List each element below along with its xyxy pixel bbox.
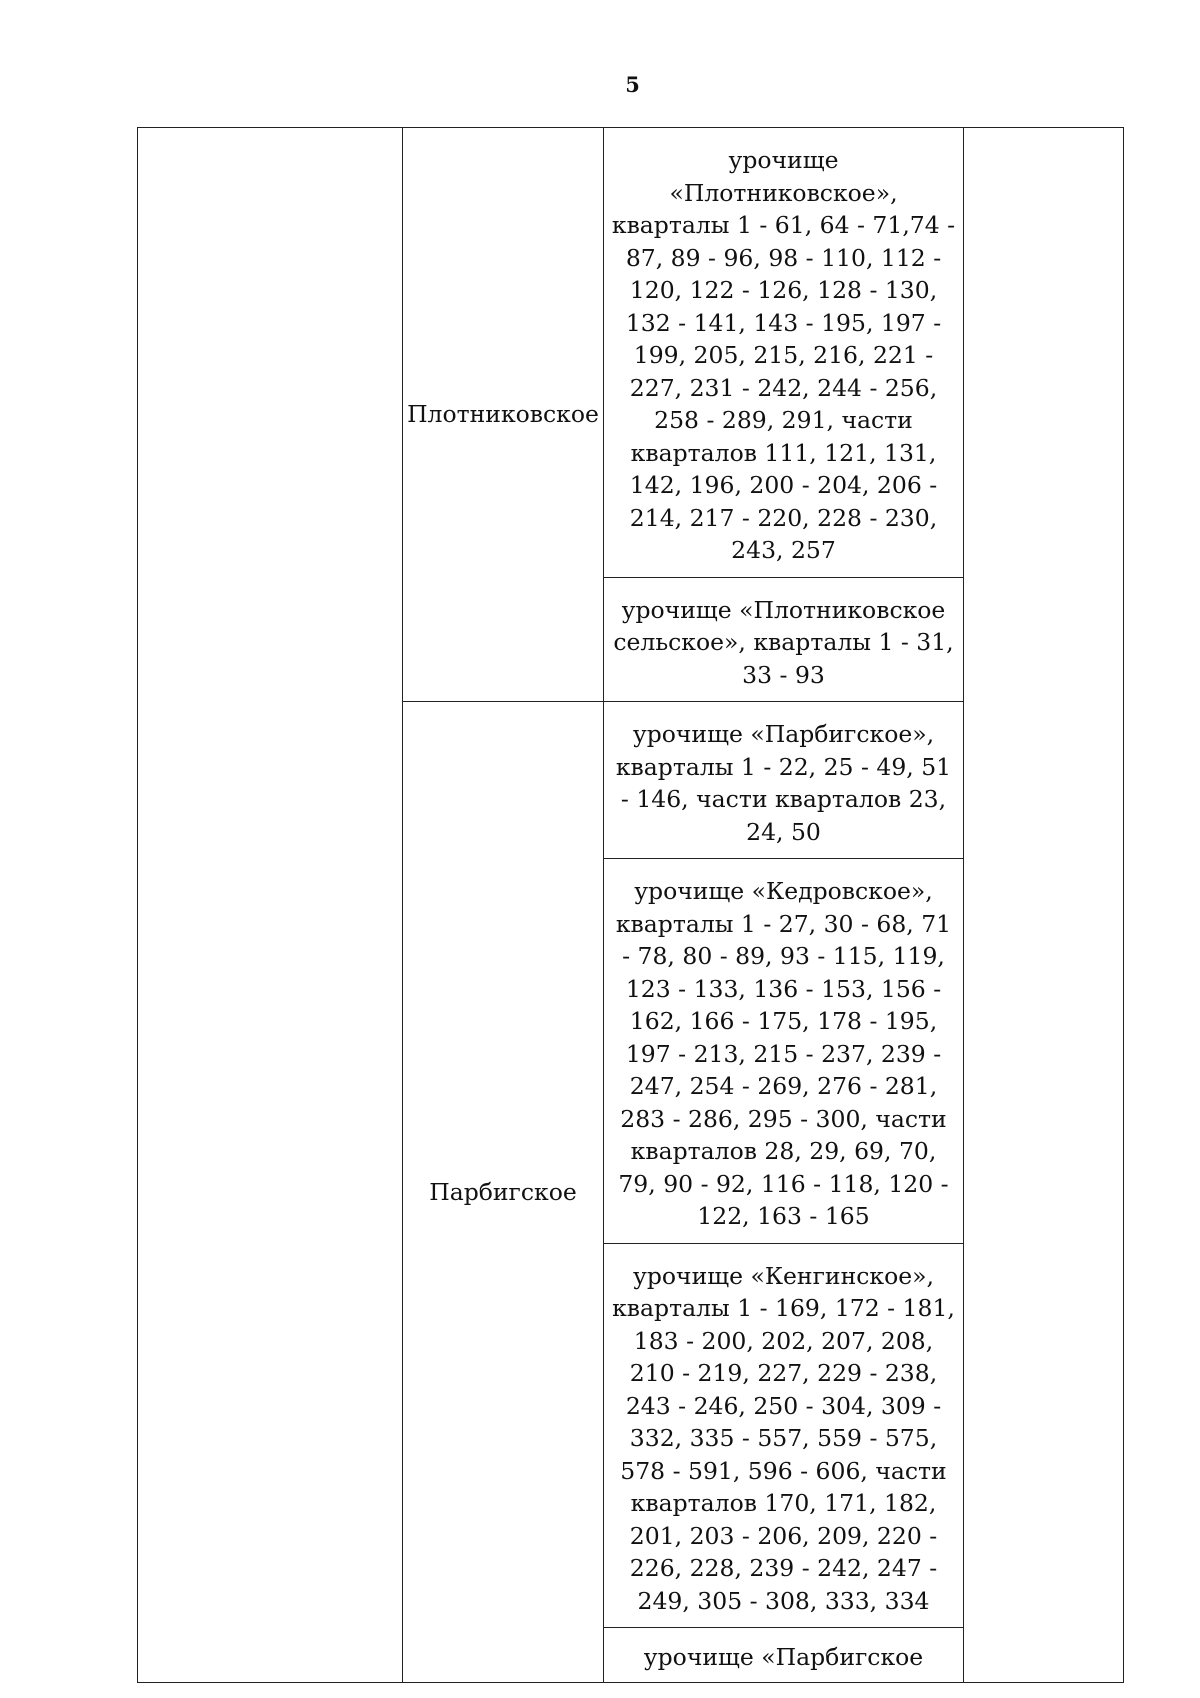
forest-tracts-table [137,127,1124,1683]
tract-cell: урочище «Кедровское», кварталы 1 - 27, 30 - 68, 71 - 78, 80 - 89, 93 - 115, 119, 123 - 133, 136 - 153, 156 - 162, 166 - 175, 178 - 195, 197 - 213, 215 - 237, 239 - 247, 254 - 269, 276 - 281, 283 - 286, 295 - 300, части кварталов 28, 29, 69, 70, 79, 90 - 92, 116 - 118, 120 - 122, 163 - 165 [604,859,964,1244]
district-name-cell: Плотниковское [403,128,604,702]
page-number: 5 [625,72,640,97]
first-column-cell [138,128,403,1683]
district-name-cell: Парбигское [403,702,604,1683]
tract-cell: урочище «Парбигское», кварталы 1 - 22, 25 - 49, 51 - 146, части кварталов 23, 24, 50 [604,702,964,859]
tract-cell: урочище «Плотниковское сельское», кварталы 1 - 31, 33 - 93 [604,577,964,702]
table-row [138,128,1124,578]
tract-cell: урочище «Плотниковское», кварталы 1 - 61, 64 - 71,74 - 87, 89 - 96, 98 - 110, 112 - 120, 122 - 126, 128 - 130, 132 - 141, 143 - 195, 197 - 199, 205, 215, 216, 221 - 227, 231 - 242, 244 - 256, 258 - 289, 291, части кварталов 111, 121, 131, 142, 196, 200 - 204, 206 - 214, 217 - 220, 228 - 230, 243, 257 [604,128,964,578]
last-column-cell [964,128,1124,1683]
tract-cell: урочище «Парбигское [604,1628,964,1683]
tract-cell: урочище «Кенгинское», кварталы 1 - 169, 172 - 181, 183 - 200, 202, 207, 208, 210 - 219, 227, 229 - 238, 243 - 246, 250 - 304, 309 - 332, 335 - 557, 559 - 575, 578 - 591, 596 - 606, части кварталов 170, 171, 182, 201, 203 - 206, 209, 220 - 226, 228, 239 - 242, 247 - 249, 305 - 308, 333, 334 [604,1243,964,1628]
